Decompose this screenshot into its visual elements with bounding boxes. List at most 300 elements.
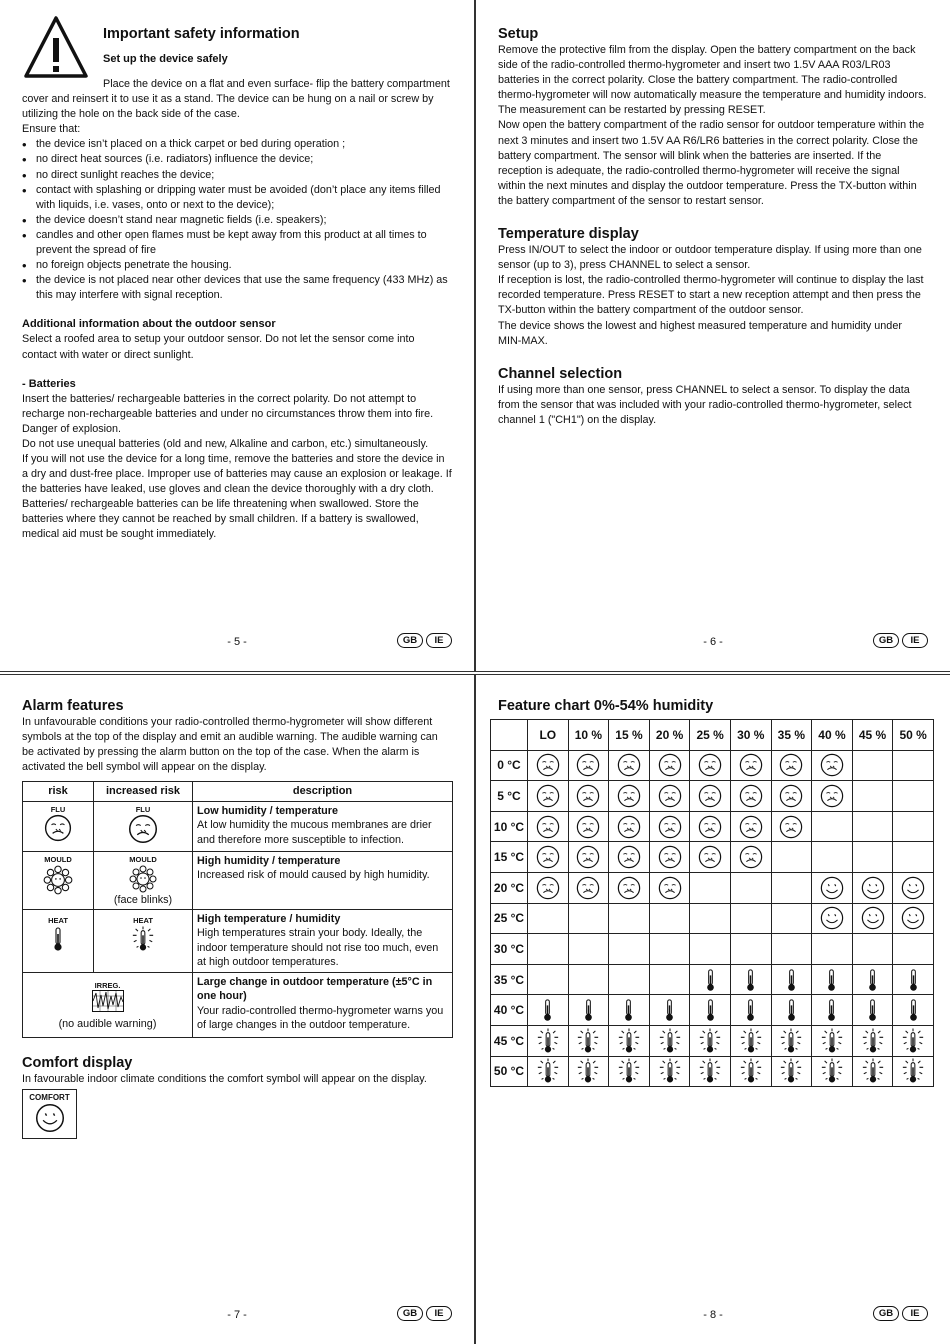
chart-cell [568, 781, 609, 812]
flu-face-icon [536, 815, 560, 839]
page-7 [0, 674, 475, 1344]
flu-face-icon [536, 784, 560, 808]
chart-cell [852, 1056, 893, 1087]
thermometer-alert-icon [536, 1058, 560, 1084]
chart-cell [649, 903, 690, 934]
chart-cell [528, 842, 569, 873]
humidity-column-header: 35 % [771, 720, 812, 751]
chart-cell [852, 1025, 893, 1056]
chart-row [491, 1056, 934, 1087]
temperature-row-header: 10 °C [491, 811, 528, 842]
chart-cell [730, 964, 771, 995]
col-header-description: description [193, 782, 453, 802]
mould-icon [42, 864, 74, 896]
row-title: Low humidity / temperature [197, 804, 338, 817]
chart-cell [730, 1025, 771, 1056]
setup-title: Setup [498, 26, 539, 42]
chart-cell [852, 934, 893, 965]
channel-selection-text: If using more than one sensor, press CHANNEL to select a sensor. To display the data from the sensor that was included with your radio-controlled thermo-hygrometer, select channel 1 ("CH1") on the display. [498, 383, 912, 426]
chart-row [491, 1025, 934, 1056]
flu-face-icon [698, 753, 722, 777]
chart-cell [812, 1025, 853, 1056]
humidity-column-header: 25 % [690, 720, 731, 751]
risk-cell: HEAT [23, 909, 94, 972]
chart-cell [771, 842, 812, 873]
flu-face-icon [739, 753, 763, 777]
chart-cell [609, 872, 650, 903]
thermometer-alert-icon [901, 1028, 925, 1054]
temperature-display-text [498, 243, 928, 349]
chart-cell [609, 842, 650, 873]
mould-blink-icon [128, 864, 158, 894]
chart-cell [893, 995, 934, 1026]
comfort-face-icon [861, 906, 885, 930]
page-number: - 6 - [703, 636, 723, 648]
thermometer-icon [907, 998, 920, 1022]
flu-face-icon [536, 753, 560, 777]
chart-cell [812, 872, 853, 903]
chart-cell [730, 934, 771, 965]
chart-cell [730, 811, 771, 842]
row-title: High temperature / humidity [197, 912, 341, 925]
country-badge-gb: GB [397, 633, 423, 648]
chart-cell [649, 934, 690, 965]
thermometer-alert-icon [779, 1028, 803, 1054]
flu-face-icon [576, 815, 600, 839]
thermometer-icon [866, 968, 879, 992]
chart-row [491, 842, 934, 873]
ensure-label: Ensure that: [22, 123, 81, 136]
thermometer-alert-icon [658, 1058, 682, 1084]
chart-cell [730, 1056, 771, 1087]
humidity-column-header: 10 % [568, 720, 609, 751]
chart-cell [609, 995, 650, 1026]
safety-bullet-item: • candles and other open flames must be kept away from this product at all times to prevent the spread of fire [36, 228, 452, 258]
chart-cell [568, 811, 609, 842]
chart-cell [690, 842, 731, 873]
country-badges [873, 1306, 928, 1321]
country-badges [397, 1306, 452, 1321]
comfort-face-icon [901, 876, 925, 900]
comfort-face-icon [35, 1103, 65, 1133]
chart-row [491, 750, 934, 781]
chart-row [491, 903, 934, 934]
row-title: High humidity / temperature [197, 854, 341, 867]
description-cell [193, 851, 453, 909]
country-badges [873, 633, 928, 648]
country-badge-gb: GB [397, 1306, 423, 1321]
thermometer-icon [866, 998, 879, 1022]
flu-face-icon [820, 784, 844, 808]
description-cell [193, 972, 453, 1038]
chart-cell [690, 750, 731, 781]
chart-cell [771, 750, 812, 781]
row-text: High temperatures strain your body. Ideally, the indoor temperature should not rise too much, even at high outdoor temperatures. [197, 927, 439, 969]
temperature-row-header: 30 °C [491, 934, 528, 965]
flu-face-icon [779, 753, 803, 777]
page-8 [475, 674, 950, 1344]
flu-face-icon [820, 753, 844, 777]
chart-cell [528, 995, 569, 1026]
chart-cell [812, 964, 853, 995]
safety-bullet-item: • the device doesn’t stand near magnetic fields (i.e. speakers); [36, 213, 452, 228]
flu-face-icon [779, 784, 803, 808]
chart-cell [690, 781, 731, 812]
temperature-paragraph: The device shows the lowest and highest measured temperature and humidity under MIN-MAX. [498, 319, 902, 347]
country-badge-ie: IE [902, 1306, 928, 1321]
thermometer-alert-icon [779, 1058, 803, 1084]
chart-row [491, 934, 934, 965]
humidity-column-header: 45 % [852, 720, 893, 751]
chart-row [491, 995, 934, 1026]
chart-cell [609, 750, 650, 781]
page-number: - 5 - [227, 636, 247, 648]
thermometer-icon [825, 968, 838, 992]
temperature-paragraph: Press IN/OUT to select the indoor or outdoor temperature display. If using more than one sensor (up to 3), press CHANNEL to select a sensor. [498, 244, 922, 272]
chart-cell [528, 1056, 569, 1087]
chart-cell [690, 934, 731, 965]
chart-cell [771, 872, 812, 903]
row-title: Large change in outdoor temperature (±5°C in one hour) [197, 975, 433, 1003]
temperature-row-header: 50 °C [491, 1056, 528, 1087]
chart-cell [568, 750, 609, 781]
temperature-row-header: 35 °C [491, 964, 528, 995]
setup-paragraph: Now open the battery compartment of the radio sensor for outdoor temperature within the next 3 minutes and insert two 1.5V AA R6/LR6 batteries in the correct polarity. Close the battery compartment. The sensor will blink when the batteries are inserted. If the reception is adequate, the radio-controlled thermo-hygrometer will receive the signal within the next minutes and display the outdoor temperature. Press the TX-button within the battery compartment of the sensor to restart sensor. [498, 119, 925, 207]
alarm-row-irregular [23, 972, 453, 1038]
country-badge-gb: GB [873, 1306, 899, 1321]
flu-face-icon [698, 845, 722, 869]
chart-cell [609, 781, 650, 812]
safety-bullet-item: • no foreign objects penetrate the housing. [36, 258, 452, 273]
irregular-cell: IRREG. (no audible warning) [23, 972, 193, 1038]
chart-cell [852, 811, 893, 842]
chart-cell [771, 1025, 812, 1056]
flu-face-icon [658, 845, 682, 869]
chart-cell [649, 781, 690, 812]
warning-triangle-icon [22, 14, 90, 82]
thermometer-icon [704, 968, 717, 992]
chart-cell [649, 1056, 690, 1087]
chart-cell [730, 872, 771, 903]
thermometer-icon [541, 998, 554, 1022]
chart-row [491, 964, 934, 995]
humidity-column-header: 40 % [812, 720, 853, 751]
flu-face-icon [617, 876, 641, 900]
comfort-face-icon [901, 906, 925, 930]
flu-face-icon [698, 815, 722, 839]
thermometer-alert-icon [861, 1028, 885, 1054]
batteries-text [22, 392, 452, 543]
chart-cell [852, 872, 893, 903]
comfort-label: COMFORT [29, 1093, 70, 1103]
flu-face-icon [617, 845, 641, 869]
irregular-graph-icon [92, 990, 124, 1012]
chart-cell [812, 842, 853, 873]
thermometer-alert-icon [820, 1028, 844, 1054]
thermometer-icon [785, 968, 798, 992]
thermometer-alert-icon [698, 1028, 722, 1054]
chart-cell [771, 964, 812, 995]
chart-cell [730, 903, 771, 934]
thermometer-icon [785, 998, 798, 1022]
chart-cell [893, 811, 934, 842]
alarm-features-text: In unfavourable conditions your radio-controlled thermo-hygrometer will show different symbols at the top of the display and emit an audible warning. The audible warning can be activated by pressing the alarm button on the top of the case. When the alarm is activated the bell symbol will appear on the display. [22, 716, 438, 774]
outdoor-sensor-heading: Additional information about the outdoor sensor [22, 318, 276, 331]
chart-cell [528, 934, 569, 965]
page-number: - 8 - [703, 1309, 723, 1321]
chart-cell [690, 964, 731, 995]
setup-text [498, 43, 928, 209]
flu-face-icon [617, 784, 641, 808]
chart-cell [609, 964, 650, 995]
chart-cell [568, 872, 609, 903]
chart-cell [690, 1056, 731, 1087]
chart-cell [852, 781, 893, 812]
face-blinks-note: (face blinks) [113, 893, 173, 906]
chart-row [491, 811, 934, 842]
thermometer-alert-icon [576, 1028, 600, 1054]
chart-cell [649, 995, 690, 1026]
chart-cell [812, 934, 853, 965]
safety-bullet-item: • no direct heat sources (i.e. radiators) influence the device; [36, 152, 452, 167]
chart-cell [690, 1025, 731, 1056]
row-text: Your radio-controlled thermo-hygrometer warns you of large changes in the outdoor temperature. [197, 1004, 444, 1032]
temperature-row-header: 25 °C [491, 903, 528, 934]
alarm-row-flu [23, 801, 453, 851]
comfort-symbol-box [22, 1089, 77, 1139]
chart-cell [812, 1056, 853, 1087]
alarm-row-heat [23, 909, 453, 972]
chart-header-row [491, 720, 934, 751]
batteries-paragraph: If you will not use the device for a long time, remove the batteries and store the device in a dry and dust-free place. Improper use of batteries may cause an explosion or leakage. If the batteries have leaked, use gloves and clean the device thoroughly with a dry cloth. [22, 452, 452, 496]
chart-cell [812, 995, 853, 1026]
country-badge-gb: GB [873, 633, 899, 648]
batteries-paragraph: Do not use unequal batteries (old and new, Alkaline and carbon, etc.) simultaneously. [22, 437, 429, 450]
thermometer-icon [704, 998, 717, 1022]
chart-cell [609, 934, 650, 965]
channel-selection-title: Channel selection [498, 365, 623, 382]
batteries-paragraph: Insert the batteries/ rechargeable batteries in the correct polarity. Do not attempt to recharge non-rechargeable batteries and under no circumstances throw them into fire. Danger of explosion. [22, 392, 434, 435]
chart-cell [568, 934, 609, 965]
thermometer-icon [744, 998, 757, 1022]
safety-bullet-item: • the device is not placed near other devices that use the same frequency (433 MHz) as this may interfere with signal reception. [36, 273, 452, 303]
chart-cell [893, 964, 934, 995]
chart-cell [730, 750, 771, 781]
thermometer-icon [907, 968, 920, 992]
chart-cell [893, 842, 934, 873]
thermometer-alert-icon [617, 1028, 641, 1054]
flu-face-alert-icon [128, 814, 158, 844]
chart-cell [812, 903, 853, 934]
chart-cell [649, 1025, 690, 1056]
chart-cell [690, 903, 731, 934]
risk-cell: FLU [23, 801, 94, 851]
chart-cell [568, 842, 609, 873]
chart-cell [649, 872, 690, 903]
thermometer-alert-icon [901, 1058, 925, 1084]
chart-cell [812, 781, 853, 812]
chart-cell [893, 1025, 934, 1056]
chart-cell [690, 995, 731, 1026]
humidity-column-header: 30 % [730, 720, 771, 751]
country-badge-ie: IE [902, 633, 928, 648]
chart-cell [609, 811, 650, 842]
thermometer-alert-icon [617, 1058, 641, 1084]
chart-cell [568, 964, 609, 995]
alarm-table [22, 781, 453, 1038]
flu-face-icon [576, 876, 600, 900]
temperature-row-header: 5 °C [491, 781, 528, 812]
flu-face-icon [44, 814, 72, 842]
humidity-column-header: 50 % [893, 720, 934, 751]
chart-cell [568, 995, 609, 1026]
thermometer-icon [51, 925, 65, 953]
chart-cell [893, 750, 934, 781]
page-number: - 7 - [227, 1309, 247, 1321]
chart-cell [893, 934, 934, 965]
increased-risk-cell: FLU [94, 801, 193, 851]
chart-cell [852, 995, 893, 1026]
chart-cell [568, 903, 609, 934]
thermometer-icon [825, 998, 838, 1022]
chart-cell [852, 964, 893, 995]
flu-face-icon [617, 815, 641, 839]
thermometer-icon [744, 968, 757, 992]
thermometer-alert-icon [820, 1058, 844, 1084]
chart-cell [730, 995, 771, 1026]
alarm-row-mould [23, 851, 453, 909]
safety-bullet-list [22, 137, 452, 303]
country-badge-ie: IE [426, 633, 452, 648]
chart-cell [528, 903, 569, 934]
chart-cell [609, 1025, 650, 1056]
increased-risk-cell: MOULD (face blinks) [94, 851, 193, 909]
chart-cell [528, 811, 569, 842]
setup-paragraph: Remove the protective film from the display. Open the battery compartment on the back side of the radio-controlled thermo-hygrometer and insert two 1.5V AAA R03/LR03 batteries in the correct polarity. Close the battery compartment. The radio-controlled thermo-hygrometer will now automatically measure the temperature and humidity indoors. The measurement can be restarted by pressing RESET. [498, 44, 927, 117]
chart-cell [649, 964, 690, 995]
chart-cell [649, 811, 690, 842]
chart-cell [771, 934, 812, 965]
chart-cell [730, 781, 771, 812]
thermometer-icon [622, 998, 635, 1022]
chart-cell [771, 811, 812, 842]
col-header-increased-risk: increased risk [94, 782, 193, 802]
col-header-risk: risk [23, 782, 94, 802]
chart-cell [528, 872, 569, 903]
flu-face-icon [658, 784, 682, 808]
comfort-face-icon [861, 876, 885, 900]
humidity-column-header: 20 % [649, 720, 690, 751]
chart-row [491, 872, 934, 903]
thermometer-alert-icon [576, 1058, 600, 1084]
chart-cell [690, 872, 731, 903]
flu-face-icon [576, 784, 600, 808]
chart-cell [812, 811, 853, 842]
chart-corner-cell [491, 720, 528, 751]
chart-row [491, 781, 934, 812]
setup-safely-heading: Set up the device safely [103, 53, 228, 65]
row-text: At low humidity the mucous membranes are drier and therefore more susceptible to infection. [197, 819, 432, 846]
humidity-column-header: LO [528, 720, 569, 751]
safety-bullet-item: • no direct sunlight reaches the device; [36, 168, 452, 183]
temperature-row-header: 45 °C [491, 1025, 528, 1056]
chart-cell [771, 1056, 812, 1087]
description-cell [193, 801, 453, 851]
chart-cell [771, 781, 812, 812]
thermometer-alert-icon [861, 1058, 885, 1084]
temperature-row-header: 0 °C [491, 750, 528, 781]
page-title: Important safety information [103, 26, 300, 42]
comfort-face-icon [820, 906, 844, 930]
risk-cell: MOULD [23, 851, 94, 909]
comfort-display-text: In favourable indoor climate conditions the comfort symbol will appear on the display. [22, 1073, 427, 1086]
comfort-face-icon [820, 876, 844, 900]
country-badge-ie: IE [426, 1306, 452, 1321]
chart-cell [852, 903, 893, 934]
humidity-column-header: 15 % [609, 720, 650, 751]
safety-bullet-item: • the device isn’t placed on a thick carpet or bed during operation ; [36, 137, 452, 152]
description-cell [193, 909, 453, 972]
flu-face-icon [536, 845, 560, 869]
chart-cell [771, 903, 812, 934]
page-6 [475, 0, 950, 672]
chart-cell [568, 1025, 609, 1056]
flu-face-icon [576, 753, 600, 777]
chart-cell [893, 872, 934, 903]
page-5 [0, 0, 475, 672]
flu-face-icon [658, 753, 682, 777]
feature-chart-title: Feature chart 0%-54% humidity [498, 698, 714, 714]
thermometer-icon [663, 998, 676, 1022]
batteries-paragraph: Batteries/ rechargeable batteries can be life threatening when swallowed. Store the batteries where they cannot be reached by small children. If a battery is swallowed, medical aid must be sought immediately. [22, 498, 419, 541]
temperature-paragraph: If reception is lost, the radio-controlled thermo-hygrometer will continue to display the last recorded temperature. Press RESET to start a new reception attempt and then press the TX-button within the battery compartment of the outdoor sensor. [498, 274, 924, 317]
thermometer-alert-icon [739, 1028, 763, 1054]
chart-cell [690, 811, 731, 842]
outdoor-sensor-text: Select a roofed area to setup your outdoor sensor. Do not let the sensor come into contact with water or direct sunlight. [22, 333, 415, 361]
chart-cell [852, 750, 893, 781]
feature-chart-table [490, 719, 934, 1087]
chart-cell [528, 964, 569, 995]
chart-cell [812, 750, 853, 781]
flu-face-icon [739, 815, 763, 839]
increased-risk-cell: HEAT [94, 909, 193, 972]
flu-face-icon [617, 753, 641, 777]
thermometer-alert-icon [698, 1058, 722, 1084]
flu-face-icon [658, 876, 682, 900]
chart-cell [649, 842, 690, 873]
flu-face-icon [779, 815, 803, 839]
row-text: Increased risk of mould caused by high humidity. [197, 869, 430, 882]
chart-cell [609, 1056, 650, 1087]
comfort-display-title: Comfort display [22, 1055, 133, 1072]
chart-cell [609, 903, 650, 934]
chart-cell [893, 1056, 934, 1087]
chart-cell [893, 903, 934, 934]
flu-face-icon [739, 784, 763, 808]
temperature-row-header: 15 °C [491, 842, 528, 873]
chart-cell [528, 750, 569, 781]
temperature-display-title: Temperature display [498, 226, 639, 243]
flu-face-icon [698, 784, 722, 808]
thermometer-alert-icon [131, 925, 155, 953]
chart-cell [528, 781, 569, 812]
country-badges [397, 633, 452, 648]
chart-cell [730, 842, 771, 873]
alarm-features-title: Alarm features [22, 698, 124, 714]
thermometer-alert-icon [739, 1058, 763, 1084]
flu-face-icon [739, 845, 763, 869]
batteries-heading: - Batteries [22, 377, 76, 390]
